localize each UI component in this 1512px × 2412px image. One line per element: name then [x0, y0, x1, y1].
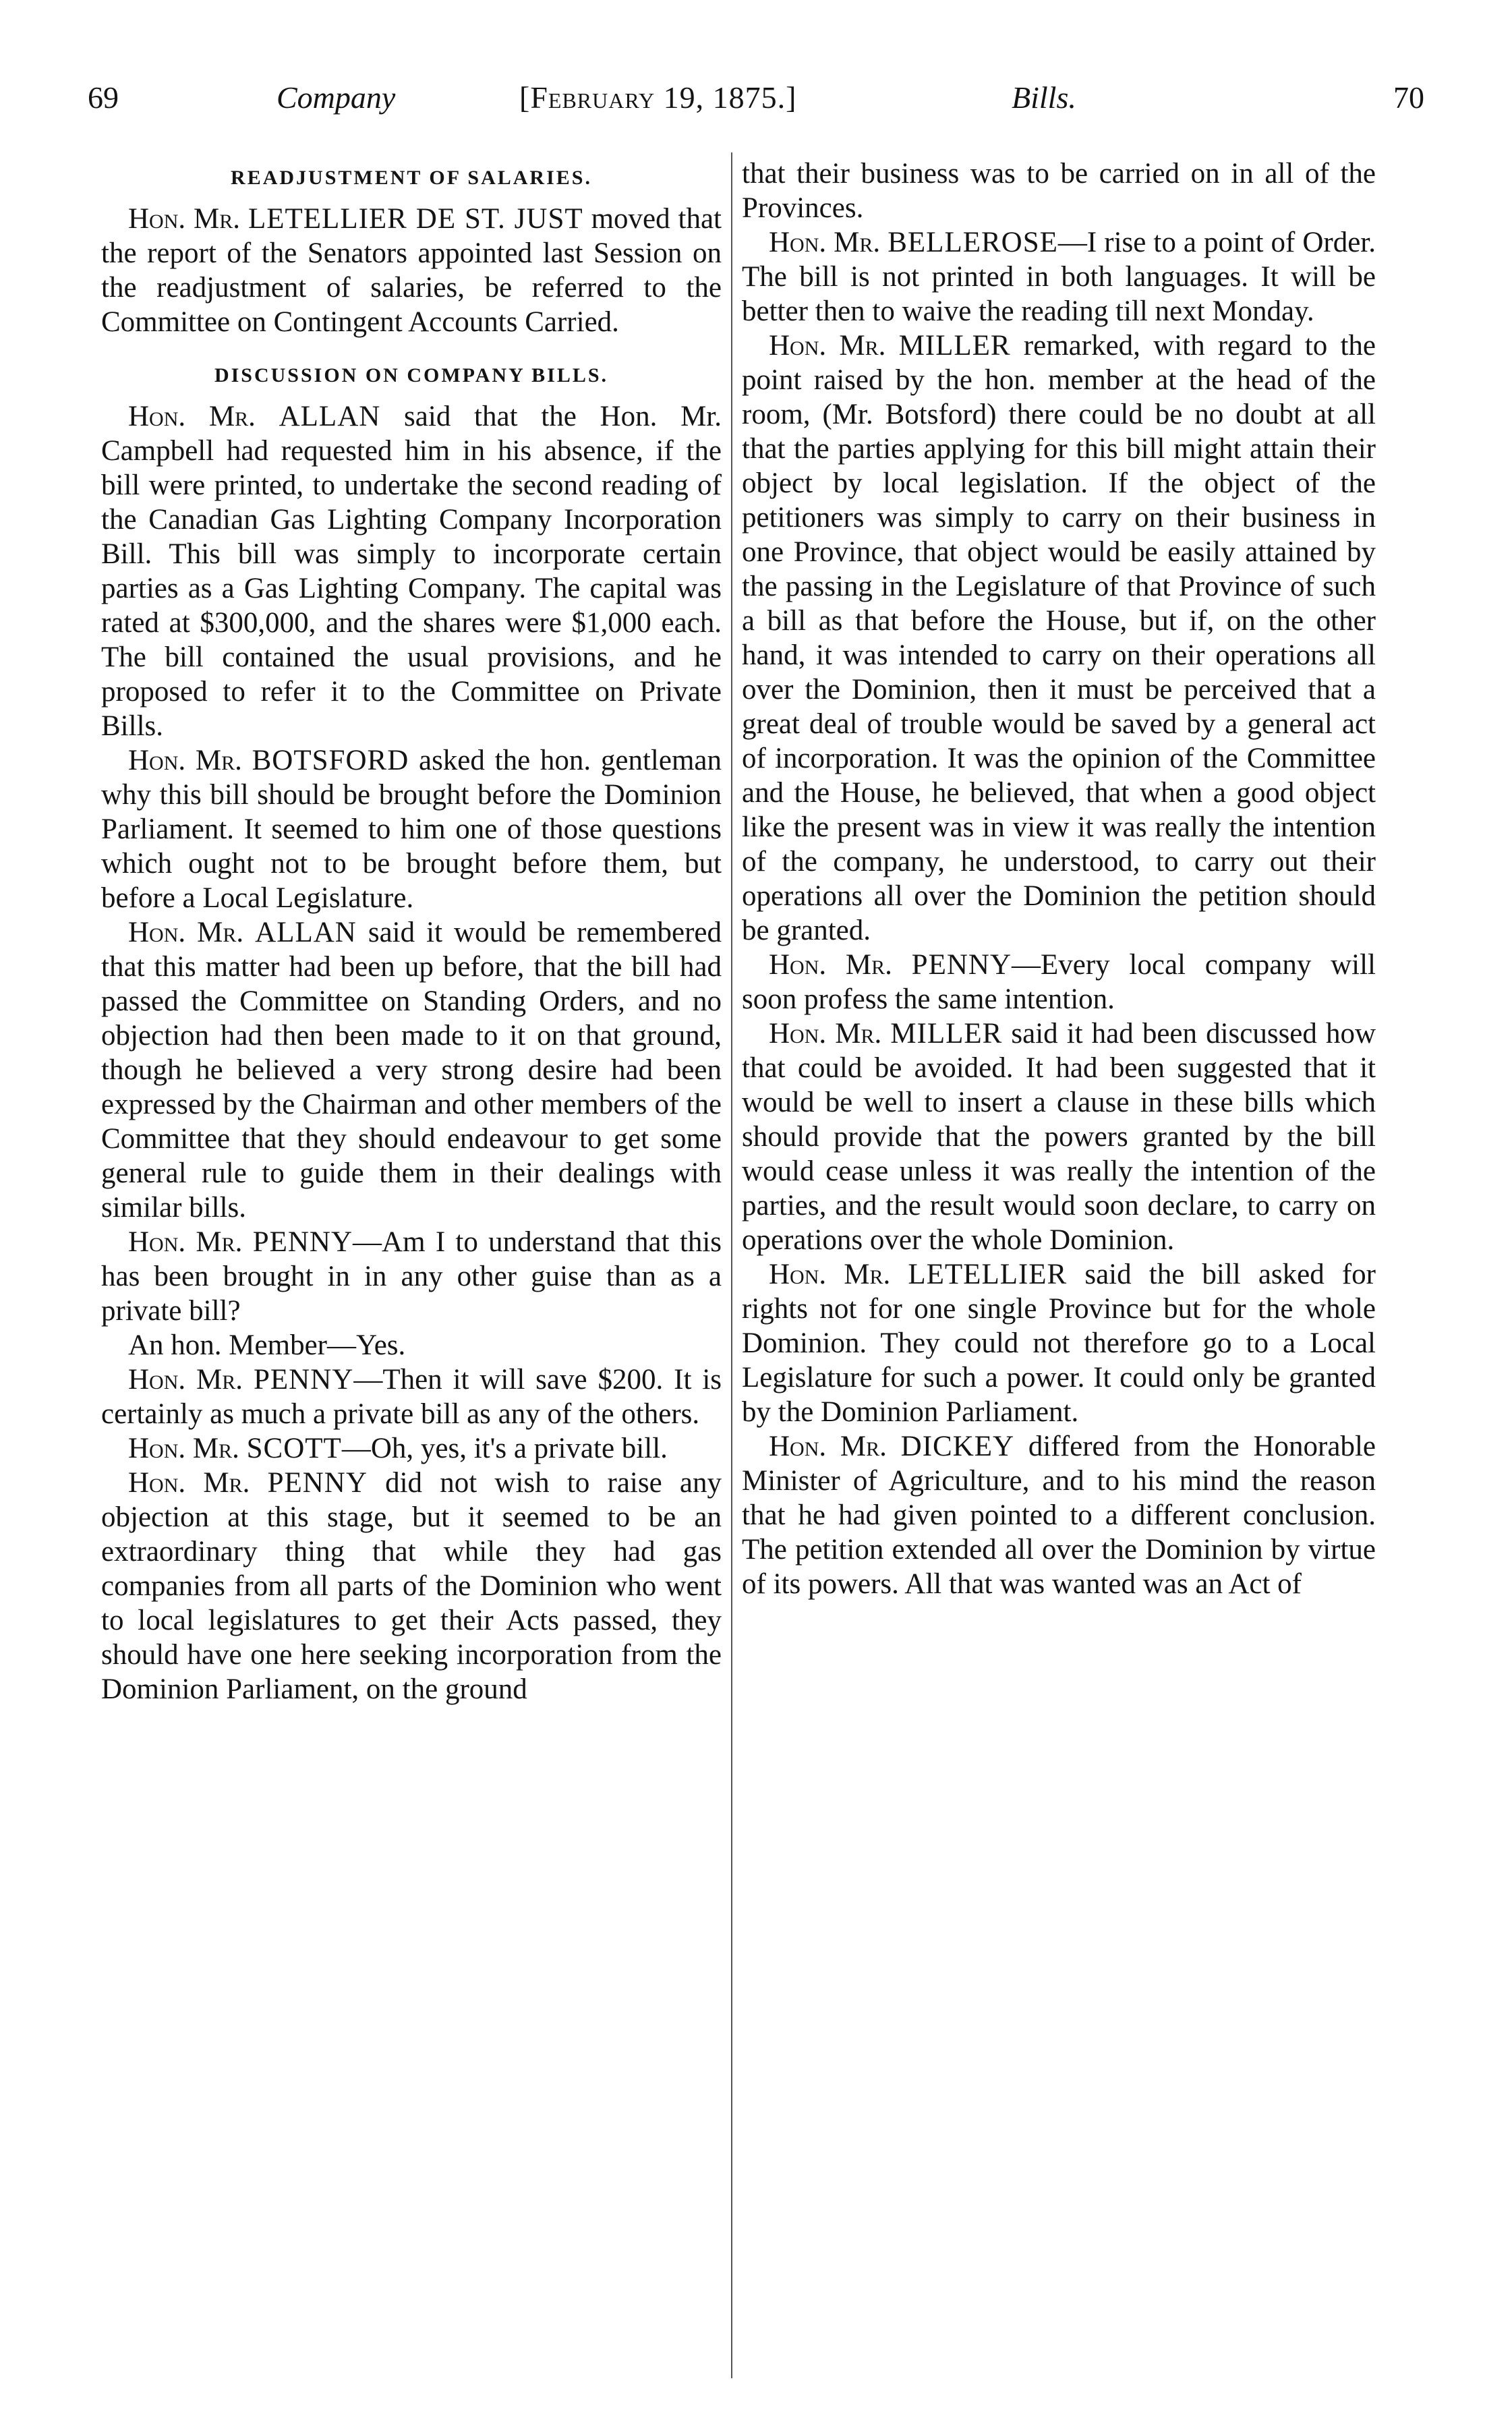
- paragraph: [101, 1431, 722, 1466]
- speaker-name: MILLER: [890, 1018, 1003, 1050]
- speaker-name: LETELLIER: [908, 1259, 1068, 1290]
- speech-text: said it would be remembered that this matter had been up before, that the bill had passed the Committee on Standing Orders, and no objection had then been made to it on that ground, though he believed a very strong desire had been expressed by the Chairman and other members of the Committee that they should endeavour to get some general rule to guide them in their dealings with similar bills.: [101, 917, 722, 1224]
- header-date-month: February: [530, 80, 656, 115]
- paragraph: [742, 225, 1376, 328]
- speaker-title: Hon. Mr.: [769, 1018, 882, 1050]
- speaker-title: Hon. Mr.: [769, 330, 886, 362]
- speaker-name: MILLER: [898, 330, 1011, 362]
- speech-text: said that the Hon. Mr. Campbell had requested him in his absence, if the bill were printed, to undertake the second reading of the Canadian Gas Lighting Company Incorporation Bill. This bill was simply to incorporate certain parties as a Gas Lighting Company. The capital was rated at $300,000, and the shares were $1,000 each. The bill contained the usual provisions, and he proposed to refer it to the Committee on Private Bills.: [101, 401, 722, 742]
- speech-text: —Then it will save $200. It is certainly as much a private bill as any of the others.: [101, 1364, 722, 1430]
- header-date: [519, 80, 796, 115]
- speech-text: did not wish to raise any objection at this stage, but it seemed to be an extraordinary thing that while they had gas companies from all parts of the Dominion who went to local legislatures to get their Acts passed, they should have one here seeking incorporation from the Dominion Parliament, on the ground: [101, 1467, 722, 1705]
- left-column: [101, 156, 722, 1706]
- speaker-title: Hon. Mr.: [128, 917, 244, 948]
- speaker-name: SCOTT: [246, 1433, 342, 1464]
- paragraph: [742, 948, 1376, 1016]
- speech-text: —Oh, yes, it's a private bill.: [341, 1433, 668, 1464]
- paragraph: [742, 328, 1376, 948]
- speaker-title: Hon. Mr.: [128, 1467, 250, 1499]
- paragraph: [101, 1362, 722, 1431]
- speech-text: An hon. Member—Yes.: [128, 1329, 406, 1361]
- paragraph: [742, 1429, 1376, 1601]
- speaker-title: Hon. Mr.: [128, 401, 256, 432]
- speaker-name: PENNY: [252, 1226, 353, 1258]
- speaker-title: Hon. Mr.: [769, 1431, 887, 1462]
- speech-text: —I rise to a point of Order. The bill is not printed in both languages. It will be better then to waive the reading till next Monday.: [742, 227, 1376, 327]
- speaker-name: BELLEROSE: [888, 227, 1058, 258]
- speaker-name: PENNY: [267, 1467, 368, 1499]
- page-header: [88, 80, 1424, 134]
- speech-text: that their business was to be carried on in all of the Provinces.: [742, 158, 1376, 224]
- speaker-name: ALLAN: [279, 401, 381, 432]
- header-date-rest: 19, 1875.]: [655, 80, 797, 115]
- speaker-title: Hon. Mr.: [128, 1433, 239, 1464]
- heading-readjustment: READJUSTMENT OF SALARIES.: [231, 167, 592, 189]
- speech-text: —Am I to understand that this has been brought in in any other guise than as a private bill?: [101, 1226, 722, 1327]
- speaker-name: BOTSFORD: [252, 745, 409, 776]
- column-divider: [731, 152, 732, 2378]
- speaker-name: ALLAN: [255, 917, 357, 948]
- right-column: [742, 156, 1376, 1601]
- speaker-title: Hon. Mr.: [769, 1259, 891, 1290]
- paragraph: [101, 202, 722, 339]
- section-title-left: Company: [277, 80, 396, 115]
- speech-text: said the bill asked for rights not for one single Province but for the whole Dominion. They could not therefore go to a Local Legislature for such a power. It could only be granted by the Dominion Parliament.: [742, 1259, 1376, 1428]
- paragraph: [101, 1328, 722, 1362]
- paragraph: [101, 399, 722, 743]
- speaker-title: Hon. Mr.: [769, 227, 881, 258]
- paragraph: [101, 1466, 722, 1706]
- speaker-title: Hon. Mr.: [769, 949, 892, 981]
- speaker-name: PENNY: [253, 1364, 354, 1396]
- page-number-right: 70: [1393, 80, 1424, 115]
- speaker-name: DICKEY: [900, 1431, 1015, 1462]
- speaker-title: Hon. Mr.: [128, 1364, 243, 1396]
- paragraph: [742, 1016, 1376, 1257]
- paragraph: [742, 156, 1376, 225]
- paragraph: [101, 1225, 722, 1328]
- speaker-name: PENNY: [911, 949, 1012, 981]
- speaker-title: Hon. Mr.: [128, 1226, 243, 1258]
- speech-text: said it had been discussed how that could be avoided. It had been suggested that it would be well to insert a clause in these bills which should provide that the powers granted by the bill would cease unless it was really the intention of the parties, and the result would soon declare, to carry on operations over the whole Dominion.: [742, 1018, 1376, 1256]
- header-date-open: [: [519, 80, 531, 115]
- speech-text: remarked, with regard to the point raised by the hon. member at the head of the room, (Mr. Botsford) there could be no doubt at all that the parties applying for this bill might attain their object by local legislation. If the object of the petitioners was simply to carry on their business in one Province, that object would be easily attained by the passing in the Legislature of that Province of such a bill as that before the House, but if, on the other hand, it was intended to carry on their operations all over the Dominion, then it must be perceived that a great deal of trouble would be saved by a general act of incorporation. It was the opinion of the Committee and the House, he believed, that when a good object like the present was in view it was really the intention of the company, he understood, to carry out their operations all over the Dominion the petition should be granted.: [742, 330, 1376, 946]
- paragraph: [101, 743, 722, 915]
- section-title-right: Bills.: [1012, 80, 1076, 115]
- speech-text: differed from the Honorable Minister of Agriculture, and to his mind the reason that he had given pointed to a different conclusion. The petition extended all over the Dominion by virtue of its powers. All that was wanted was an Act of: [742, 1431, 1376, 1600]
- speech-text: asked the hon. gentleman why this bill should be brought before the Dominion Parliament. It seemed to him one of those questions which ought not to be brought before them, but before a Local Legislature.: [101, 745, 722, 914]
- speech-text: moved that the report of the Senators appointed last Session on the readjustment of salaries, be referred to the Committee on Contingent Accounts Carried.: [101, 203, 722, 338]
- speaker-name: LETELLIER DE ST. JUST: [248, 203, 583, 235]
- heading-company-bills: DISCUSSION ON COMPANY BILLS.: [214, 364, 609, 386]
- paragraph: [101, 915, 722, 1225]
- speaker-title: Hon. Mr.: [128, 203, 241, 235]
- speech-text: —Every local company will soon profess the same intention.: [742, 949, 1376, 1015]
- page-number-left: 69: [88, 80, 119, 115]
- paragraph: [742, 1257, 1376, 1429]
- speaker-title: Hon. Mr.: [128, 745, 242, 776]
